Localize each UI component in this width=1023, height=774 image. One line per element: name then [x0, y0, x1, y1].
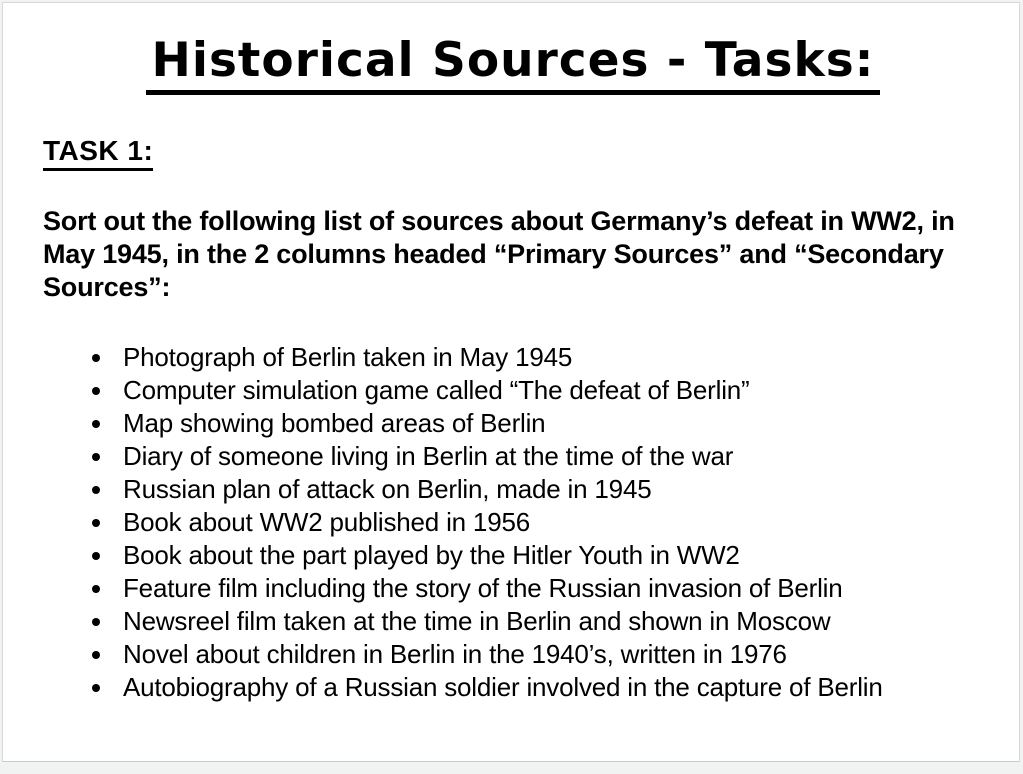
- list-item: • Book about WW2 published in 1956: [115, 506, 983, 539]
- list-item: • Map showing bombed areas of Berlin: [115, 407, 983, 440]
- list-item: • Book about the part played by the Hitler Youth in WW2: [115, 539, 983, 572]
- task-heading: [43, 135, 983, 171]
- list-item: • Photograph of Berlin taken in May 1945: [115, 341, 983, 374]
- list-item: • Newsreel film taken at the time in Berlin and shown in Moscow: [115, 605, 983, 638]
- task-heading-text: TASK 1:: [43, 135, 153, 171]
- list-item: • Autobiography of a Russian soldier involved in the capture of Berlin: [115, 671, 983, 704]
- page-title: [43, 33, 983, 95]
- task-instructions: Sort out the following list of sources about Germany’s defeat in WW2, in May 1945, in the 2 columns headed “Primary Sources” and “Secondary Sources”:: [43, 206, 955, 303]
- list-item: • Feature film including the story of the Russian invasion of Berlin: [115, 572, 983, 605]
- sources-list: [43, 341, 983, 704]
- list-item: • Novel about children in Berlin in the 1940’s, written in 1976: [115, 638, 983, 671]
- page-bottom-edge: [0, 763, 1023, 774]
- list-item: • Computer simulation game called “The defeat of Berlin”: [115, 374, 983, 407]
- list-item: • Diary of someone living in Berlin at the time of the war: [115, 440, 983, 473]
- document-page: [2, 2, 1020, 762]
- list-item: • Russian plan of attack on Berlin, made in 1945: [115, 473, 983, 506]
- page-title-text: Historical Sources - Tasks:: [146, 33, 881, 95]
